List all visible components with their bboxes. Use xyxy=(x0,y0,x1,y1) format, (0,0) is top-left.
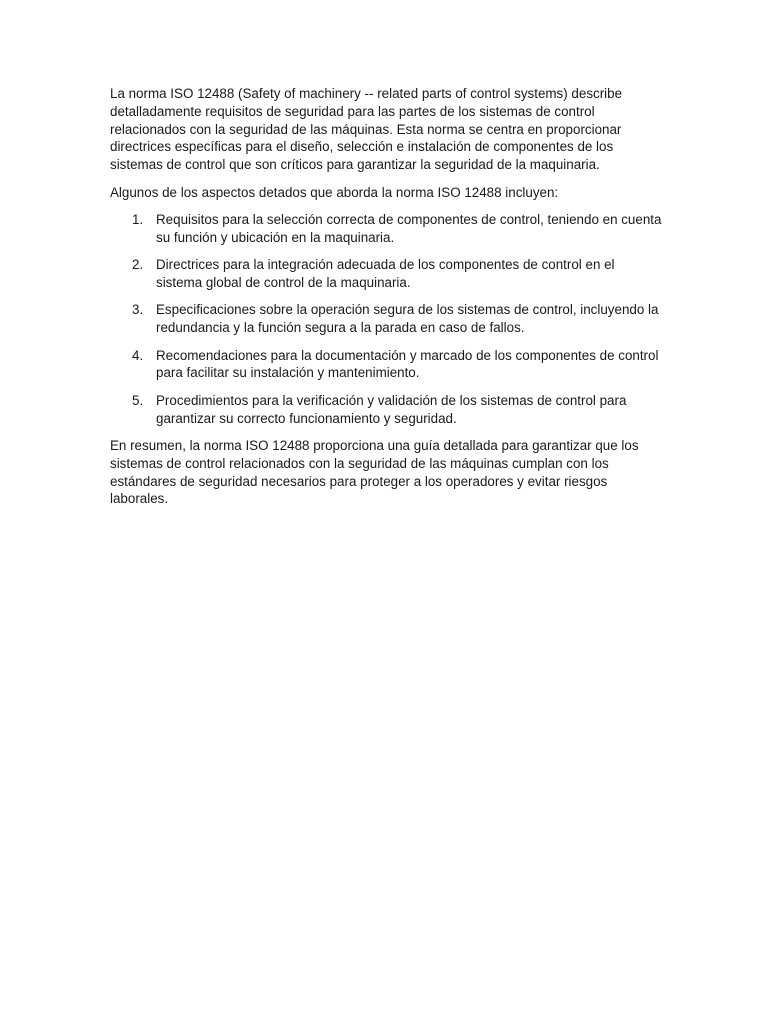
list-item-text: Requisitos para la selección correcta de componentes de control, teniendo en cuenta su función y ubicación en la maquinaria. xyxy=(156,211,662,245)
list-item xyxy=(110,211,662,247)
list-item-number: 3. xyxy=(132,302,144,318)
aspects-list xyxy=(110,211,662,427)
list-item-number: 1. xyxy=(132,211,144,227)
list-item-text: Directrices para la integración adecuada de los componentes de control en el sistema global de control de la maquinaria. xyxy=(156,257,615,290)
list-item xyxy=(110,392,662,428)
list-item xyxy=(110,347,662,383)
list-item xyxy=(110,301,662,337)
list-item xyxy=(110,256,662,292)
list-item-text: Recomendaciones para la documentación y marcado de los componentes de control para facilitar su instalación y mantenimiento. xyxy=(156,347,659,381)
list-item-text: Procedimientos para la verificación y validación de los sistemas de control para garantizar su correcto funcionamiento y seguridad. xyxy=(156,392,627,426)
list-item-number: 5. xyxy=(132,392,144,408)
list-item-number: 4. xyxy=(132,347,144,363)
list-item-number: 2. xyxy=(132,257,144,273)
intro-paragraph: La norma ISO 12488 (Safety of machinery -- related parts of control systems) describe detalladamente requisitos de seguridad para las partes de los sistemas de control relacionados con la seguridad de las máquinas. Esta norma se centra en proporcionar directrices específicas para el diseño, selección e instalación de componentes de los sistemas de control que son críticos para garantizar la seguridad de la maquinaria. xyxy=(110,86,623,173)
document-body xyxy=(110,85,662,518)
conclusion-paragraph: En resumen, la norma ISO 12488 proporciona una guía detallada para garantizar que los sistemas de control relacionados con la seguridad de las máquinas cumplan con los estándares de seguridad necesarios para proteger a los operadores y evitar riesgos laborales. xyxy=(110,437,639,507)
list-item-text: Especificaciones sobre la operación segura de los sistemas de control, incluyendo la redundancia y la función segura a la parada en caso de fallos. xyxy=(156,302,659,336)
list-intro: Algunos de los aspectos detados que aborda la norma ISO 12488 incluyen: xyxy=(110,184,559,200)
